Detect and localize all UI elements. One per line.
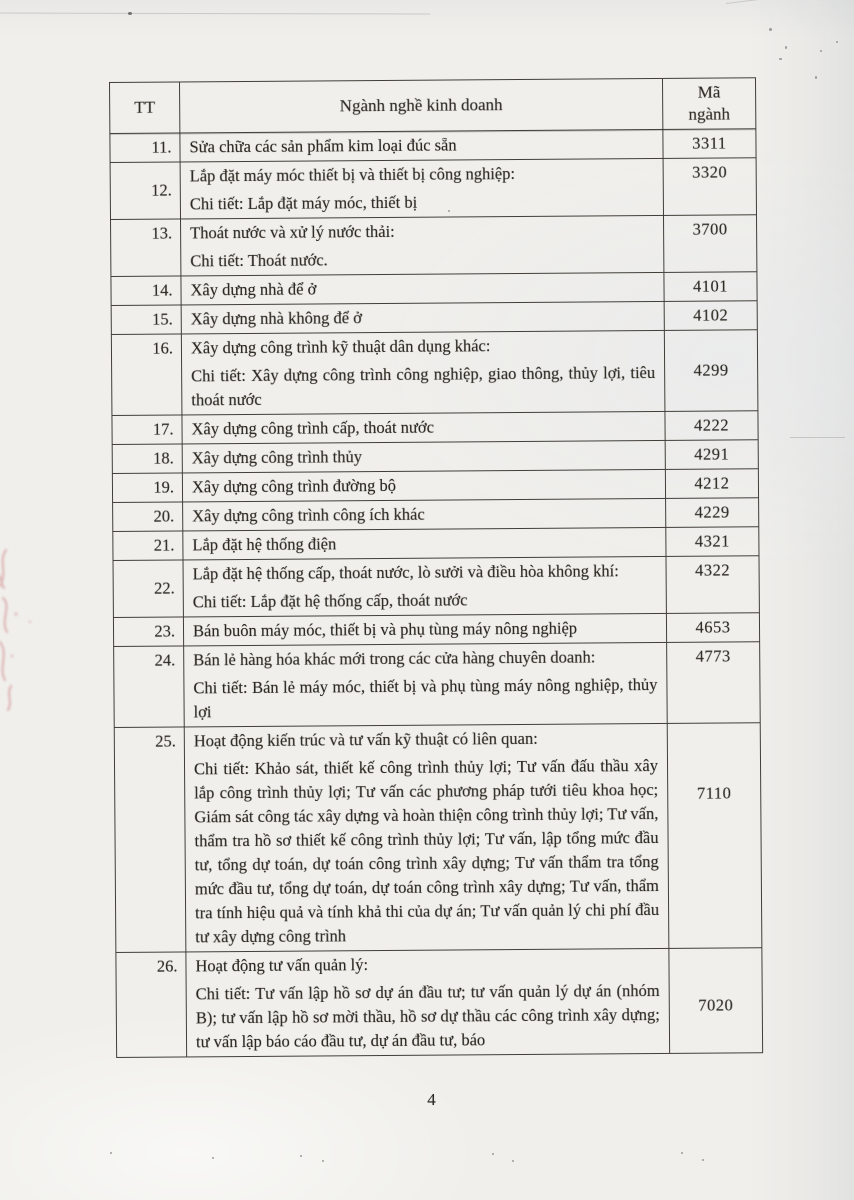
scan-speck — [702, 1159, 704, 1161]
table-row — [112, 440, 758, 474]
table-area — [109, 77, 762, 1058]
scan-speck — [512, 1160, 514, 1162]
business-line-text: Sửa chữa các sản phẩm kim loại đúc sẵn — [180, 129, 663, 162]
row-number: 11. — [110, 133, 180, 163]
scan-speck — [769, 28, 772, 31]
scan-speck — [300, 1155, 302, 1157]
table-row — [111, 272, 757, 306]
scan-speck — [836, 41, 838, 43]
table-row — [116, 948, 763, 1058]
business-line-text: Thoát nước và xử lý nước thải: Chi tiết: Thoát nước. — [181, 215, 664, 276]
business-line-text: Xây dựng công trình kỹ thuật dân dụng khác: Chi tiết: Xây dựng công trình công nghiệp, giao thông, thủy lợi, tiêu thoát nước — [181, 330, 665, 415]
row-number: 17. — [112, 415, 182, 445]
industry-code: 4229 — [666, 498, 759, 528]
table-row — [114, 642, 761, 728]
table-row — [113, 498, 759, 532]
business-line-text: Hoạt động tư vấn quản lý: Chi tiết: Tư vấn lập hồ sơ dự án đầu tư; tư vấn quản lý dự án (nhóm B); tư vấn lập hồ sơ mời thầu, hồ sơ dự thầu các công trình xây dựng; tư vấn lập báo cáo đầu tư, dự án đầu tư, báo — [186, 948, 670, 1057]
scan-edge-line — [0, 13, 430, 15]
col-header-tt: TT — [110, 82, 180, 134]
industry-code: 4291 — [665, 440, 758, 470]
row-number: 14. — [111, 276, 181, 306]
row-number: 15. — [111, 305, 181, 335]
industry-code: 4212 — [665, 469, 758, 499]
table-row — [112, 469, 758, 503]
business-line-text: Xây dựng nhà không để ở — [181, 301, 664, 334]
business-line-text: Lắp đặt hệ thống cấp, thoát nước, lò sưởi và điều hòa không khí: Chi tiết: Lắp đặt hệ thống cấp, thoát nước — [183, 556, 666, 617]
business-line-text: Hoạt động kiến trúc và tư vấn kỹ thuật có liên quan: Chi tiết: Khảo sát, thiết kế công trình thủy lợi; Tư vấn đấu thầu xây lắp công trình thủy lợi; Tư vấn các phương pháp tưới tiêu khoa học; Giám sát công tác xây dựng và hoàn thiện công trình thủy lợi; Tư vấn, thẩm tra hồ sơ thiết kế công trình thủy lợi; Tư vấn, lập tổng mức đầu tư, tổng dự toán, dự toán công trình xây dựng; Tư vấn thẩm tra tổng mức đầu tư, tổng dự toán, dự toán công trình xây dựng; Tư vấn, thẩm tra tính hiệu quả và tính khả thi của dự án; Tư vấn quản lý chi phí đầu tư xây dựng công trình — [184, 723, 669, 952]
red-stamp-fragment — [0, 544, 42, 714]
table-header-row — [110, 78, 756, 134]
row-number: 23. — [113, 617, 183, 647]
business-line-text: Xây dựng công trình cấp, thoát nước — [182, 411, 665, 444]
table-row — [111, 215, 757, 277]
scan-speck — [815, 76, 817, 79]
scan-speck — [110, 1152, 112, 1154]
scan-speck — [779, 58, 782, 60]
table-row — [110, 158, 756, 220]
table-body — [110, 129, 763, 1058]
row-number: 24. — [114, 646, 185, 728]
business-line-text: Xây dựng công trình đường bộ — [182, 469, 665, 502]
row-number: 22. — [113, 560, 183, 618]
row-number: 19. — [112, 473, 182, 503]
scan-speck — [681, 1152, 683, 1154]
business-line-text: Bán lẻ hàng hóa khác mới trong các cửa hàng chuyên doanh: Chi tiết: Bán lẻ máy móc, thiết bị và phụ tùng máy nông nghiệp, thủy lợi — [184, 642, 668, 727]
table-row — [114, 723, 762, 953]
industry-code: 4222 — [665, 411, 758, 441]
business-lines-table — [109, 77, 763, 1058]
industry-code: 3320 — [663, 158, 756, 216]
scan-speck — [212, 1157, 214, 1159]
industry-code: 4653 — [666, 613, 759, 643]
business-line-text: Bán buôn máy móc, thiết bị và phụ tùng máy nông nghiệp — [183, 613, 666, 646]
scan-speck — [785, 46, 787, 49]
business-line-text: Xây dựng công trình công ích khác — [183, 498, 666, 531]
row-number: 26. — [116, 952, 187, 1058]
business-line-text: Lắp đặt máy móc thiết bị và thiết bị công nghiệp: Chi tiết: Lắp đặt máy móc, thiết bị — [180, 158, 663, 219]
business-line-text: Xây dựng công trình thủy — [182, 440, 665, 473]
scan-speck — [820, 50, 822, 52]
col-header-business-line: Ngành nghề kinh doanh — [180, 78, 663, 133]
row-number: 25. — [114, 727, 186, 953]
row-number: 18. — [112, 444, 182, 474]
scan-streak — [790, 437, 845, 438]
industry-code: 4322 — [666, 556, 759, 614]
col-header-industry-code — [662, 78, 755, 130]
business-line-text: Lắp đặt hệ thống điện — [183, 527, 666, 560]
industry-code: 3700 — [663, 215, 756, 273]
row-number: 21. — [113, 531, 183, 561]
scan-corner-line — [726, 0, 854, 4]
industry-code: 4773 — [667, 642, 761, 724]
table-row — [113, 613, 759, 647]
scan-speck — [322, 1160, 324, 1162]
row-number: 16. — [111, 334, 182, 416]
row-number: 12. — [110, 162, 180, 220]
row-number: 20. — [113, 502, 183, 532]
scan-speck — [492, 1153, 494, 1155]
business-line-text: Xây dựng nhà để ở — [181, 272, 664, 305]
page-number: 4 — [427, 1090, 437, 1109]
table-row — [113, 556, 759, 618]
industry-code: 4102 — [664, 301, 757, 331]
table-row — [111, 330, 758, 416]
industry-code: 3311 — [663, 129, 756, 159]
scan-speck — [128, 12, 132, 15]
row-number: 13. — [111, 219, 181, 277]
table-row — [112, 411, 758, 445]
industry-code: 7110 — [667, 723, 762, 949]
table-row — [111, 301, 757, 335]
col-header-industry-code-label: Mã ngành — [688, 82, 731, 124]
industry-code: 4321 — [666, 527, 759, 557]
table-row — [110, 129, 756, 163]
industry-code: 4299 — [664, 330, 758, 412]
table-row — [113, 527, 759, 561]
industry-code: 4101 — [664, 272, 757, 302]
industry-code: 7020 — [669, 948, 763, 1054]
